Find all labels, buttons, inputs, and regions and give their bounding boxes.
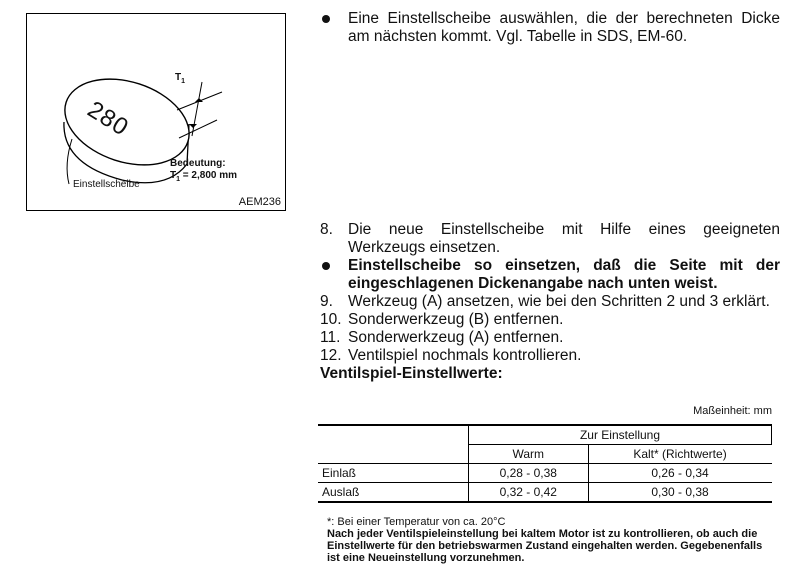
footnote: *: Bei einer Temperatur von ca. 20°C [327,516,506,528]
cold-value: 0,30 - 0,38 [588,483,771,503]
step-11 [320,329,780,347]
cold-value: 0,26 - 0,34 [588,464,771,483]
row-label: Einlaß [318,464,469,483]
shim-figure [26,13,286,211]
t1-symbol: $T_1$ [175,72,186,85]
table-group-header: Zur Einstellung [469,425,772,445]
figure-code: AEM236 [238,196,281,208]
intro-bullet-text: Eine Einstellscheibe auswählen, die der berechneten Dicke am nächsten kommt. Vgl. Tabelle in SDS, EM-60. [348,10,780,45]
part-label: Einstellscheibe [73,179,140,190]
row-label: Auslaß [318,483,469,503]
meaning-title: Bedeutung: [170,158,226,169]
step-text: Sonderwerkzeug (A) entfernen. [348,329,564,346]
step-text: Einstellscheibe so einsetzen, daß die Seite mit der eingeschlagenen Dickenangabe nach unten weist. [348,257,780,292]
bullet-dot [322,15,330,23]
disc-thickness-marking: 280 [82,96,134,142]
unit-note: Maßeinheit: mm [693,405,772,417]
shim-illustration [27,14,287,212]
step-12 [320,347,780,365]
intro-section [320,10,780,46]
step-number: 10. [320,311,342,328]
step-text: Die neue Einstellscheibe mit Hilfe eines geeigneten Werkzeugs einsetzen. [348,221,780,256]
step-number: 9. [320,293,333,310]
step-number: 12. [320,347,342,364]
intro-bullet [320,10,780,46]
warm-value: 0,32 - 0,42 [469,483,589,503]
table-col-warm: Warm [469,445,589,464]
step-bullet-note [320,257,780,293]
meaning-value: $T_1 = 2,800$ mm [170,170,237,183]
step-number: 8. [320,221,333,238]
step-9 [320,293,780,311]
table-title: Ventilspiel-Einstellwerte: [320,365,503,382]
table-row [318,464,772,483]
steps-section [320,221,780,383]
footnote-block [327,516,767,564]
table-corner [318,425,469,445]
step-8 [320,221,780,257]
step-text: Sonderwerkzeug (B) entfernen. [348,311,564,328]
step-text: Werkzeug (A) ansetzen, wie bei den Schritten 2 und 3 erklärt. [348,293,770,310]
final-note: Nach jeder Ventilspieleinstellung bei kaltem Motor ist zu kontrollieren, ob auch die Einstellwerte für den betriebswarmen Zustand eingehalten werden. Gegebenenfalls ist eine Neueinstellung vorzunehmen. [327,528,763,564]
table-corner-lower [318,445,469,464]
table-row [318,483,772,503]
bullet-dot [322,262,330,270]
clearance-table [318,424,772,503]
warm-value: 0,28 - 0,38 [469,464,589,483]
table-col-cold: Kalt* (Richtwerte) [588,445,771,464]
step-number: 11. [320,329,341,346]
step-text: Ventilspiel nochmals kontrollieren. [348,347,582,364]
step-10 [320,311,780,329]
